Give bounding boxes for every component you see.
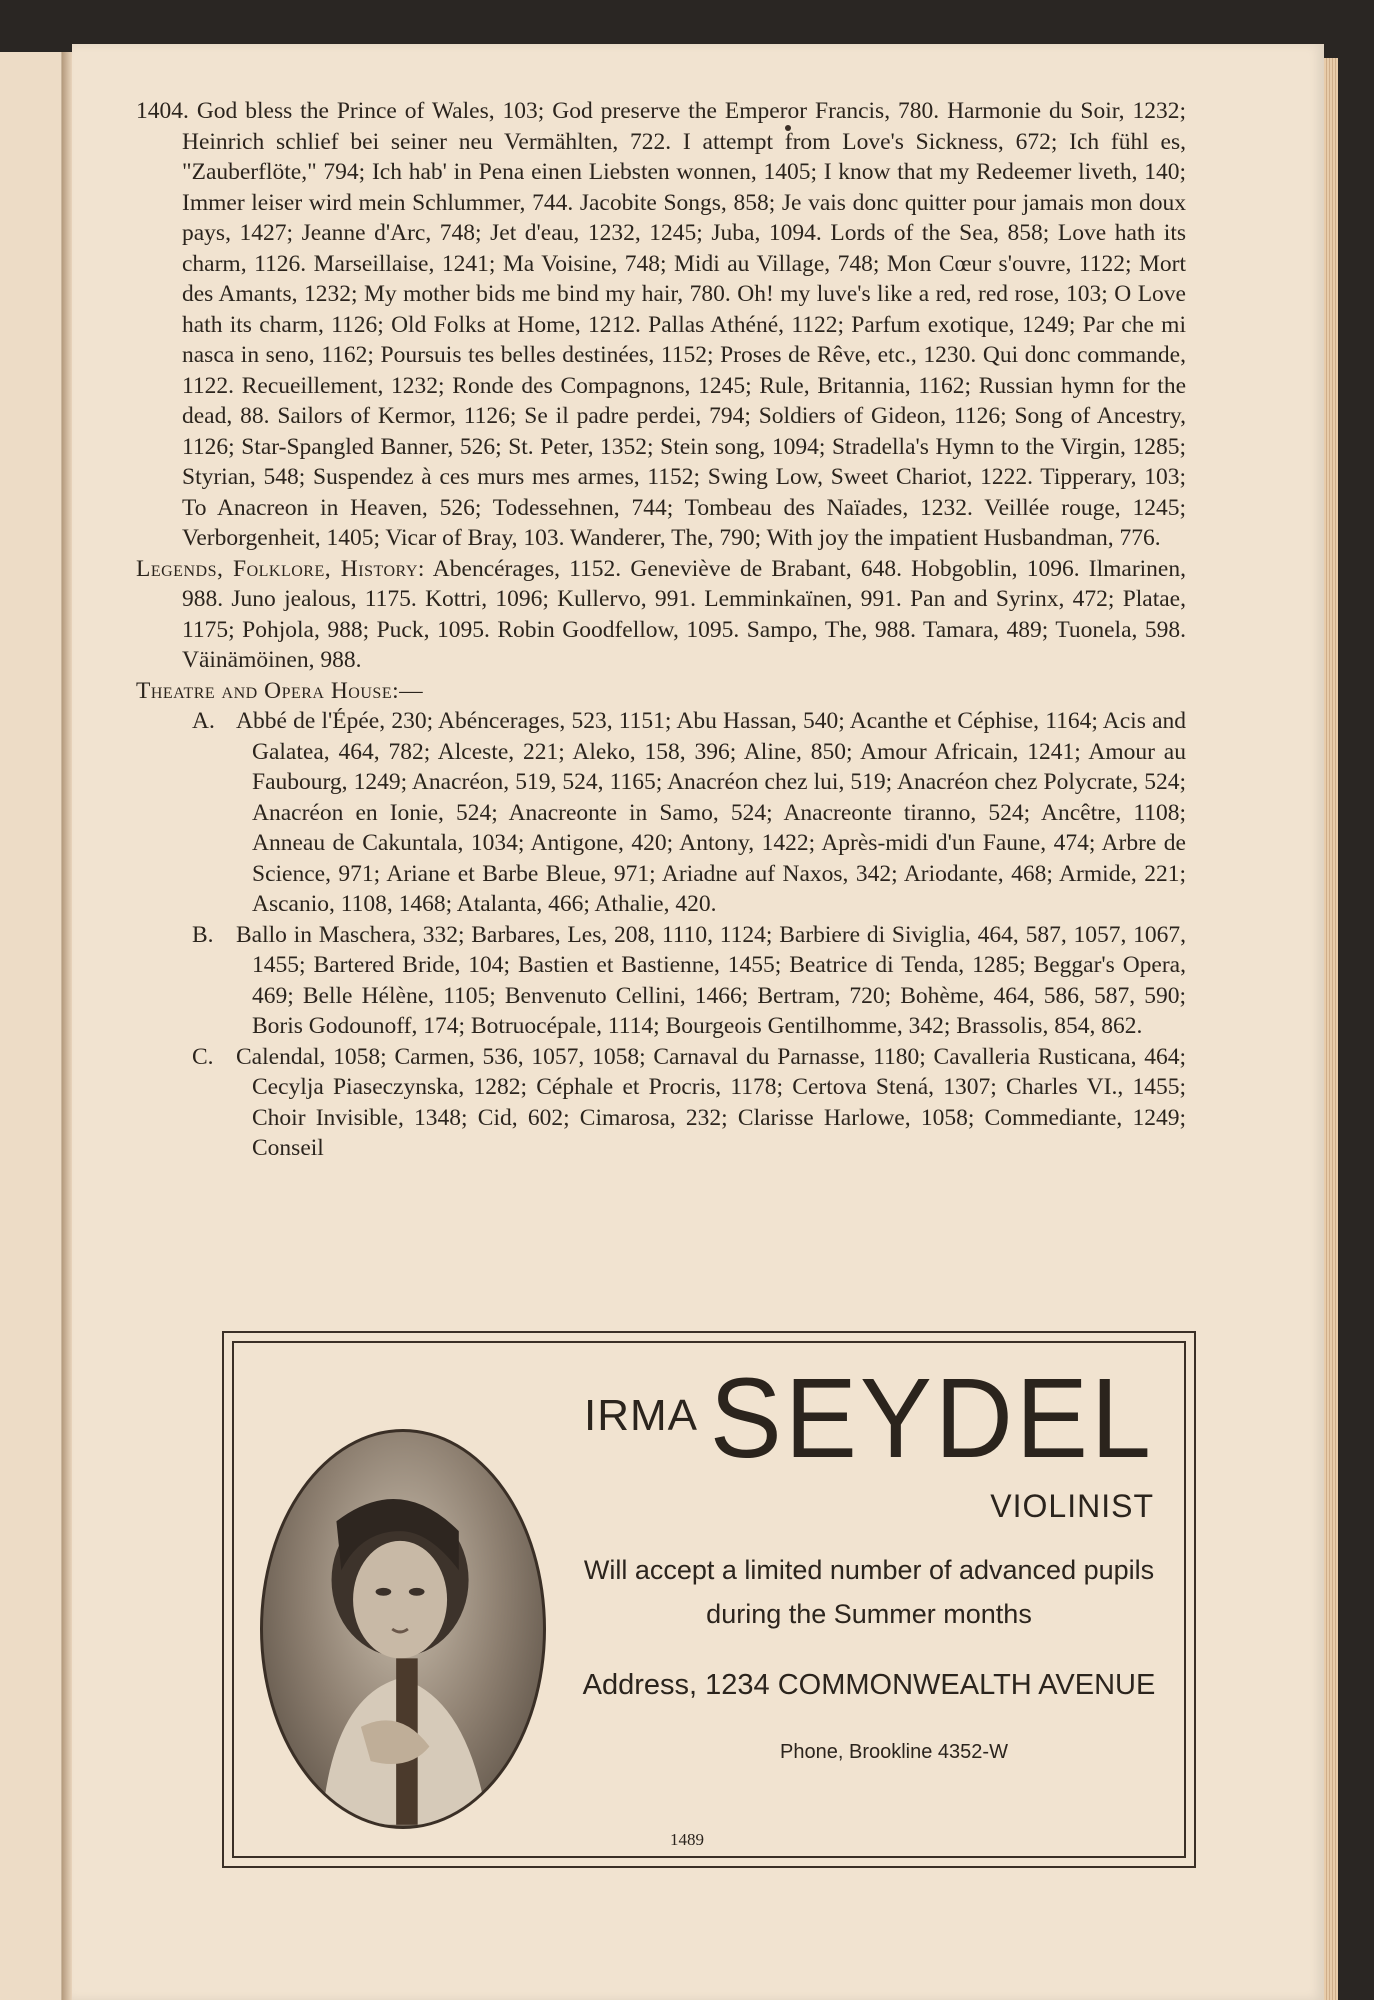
advertisement-inner-frame [232,1341,1186,1858]
ad-first-name: IRMA [584,1391,698,1440]
ad-line-2: during the Summer months [706,1599,1032,1629]
song-index-paragraph: 1404. God bless the Prince of Wales, 103; God preserve the Emperor Francis, 780. Harmonie du Soir, 1232; Heinrich schlief bei seiner neu Vermählten, 722. I attempt from Love's Sickness, 672; Ich fühl es, "Zauberflöte," 794; Ich hab' in Pena einen Liebsten wonnen, 1405; I know that my Redeemer liveth, 140; Immer leiser wird mein Schlummer, 744. Jacobite Songs, 858; Je vais donc quitter pour jamais mon doux pays, 1427; Jeanne d'Arc, 748; Jet d'eau, 1232, 1245; Juba, 1094. Lords of the Sea, 858; Love hath its charm, 1126. Marseillaise, 1241; Ma Voisine, 748; Midi au Village, 748; Mon Cœur s'ouvre, 1122; Mort des Amants, 1232; My mother bids me bind my hair, 780. Oh! my luve's like a red, red rose, 103; O Love hath its charm, 1126; Old Folks at Home, 1212. Pallas Athéné, 1122; Parfum exotique, 1249; Par che mi nasca in seno, 1162; Poursuis tes belles destinées, 1152; Proses de Rêve, etc., 1230. Qui donc commande, 1122. Recueillement, 1232; Ronde des Compagnons, 1245; Rule, Britannia, 1162; Russian hymn for the dead, 88. Sailors of Kermor, 1126; Se il padre perdei, 794; Soldiers of Gideon, 1126; Song of Ancestry, 1126; Star-Spangled Banner, 526; St. Peter, 1352; Stein song, 1094; Stradella's Hymn to the Virgin, 1285; Styrian, 548; Suspendez à ces murs mes armes, 1152; Swing Low, Sweet Chariot, 1222. Tipperary, 103; To Anacreon in Heaven, 526; Todessehnen, 744; Tombeau des Naïades, 1232. Veillée rouge, 1245; Verborgenheit, 1405; Vicar of Bray, 103. Wanderer, The, 790; With joy the impatient Husbandman, 776. [136,98,1186,551]
portrait-illustration [263,1432,543,1826]
legends-paragraph [136,554,1186,676]
entry-letter-b: B. [192,921,214,948]
ad-line-1: Will accept a limited number of advanced pupils [583,1555,1155,1585]
theatre-entry-b [136,920,1186,1042]
theatre-entry-c [136,1042,1186,1164]
entry-text-c: Calendal, 1058; Carmen, 536, 1057, 1058; Carnaval du Parnasse, 1180; Cavalleria Rusticana, 464; Cecylja Piaseczynska, 1282; Céphale et Procris, 1178; Certova Stená, 1307; Charles VI., 1455; Choir Invisible, 1348; Cid, 602; Cimarosa, 232; Clarisse Harlowe, 1058; Commediante, 1249; Conseil [236,1043,1186,1161]
entry-letter-a: A. [192,708,215,734]
entry-text-b: Ballo in Maschera, 332; Barbares, Les, 208, 1110, 1124; Barbiere di Siviglia, 464, 587, 1057, 1067, 1455; Bartered Bride, 104; Bastien et Bastienne, 1455; Beatrice di Tenda, 1285; Beggar's Opera, 469; Belle Hélène, 1105; Benvenuto Cellini, 1466; Bertram, 720; Bohème, 464, 586, 587, 590; Boris Godounoff, 174; Botruocépale, 1114; Bourgeois Gentilhomme, 342; Brassolis, 854, 862. [236,921,1186,1039]
entry-text-a: Abbé de l'Épée, 230; Abéncerages, 523, 1151; Abu Hassan, 540; Acanthe et Céphise, 1164; Acis and Galatea, 464, 782; Alceste, 221; Aleko, 158, 396; Aline, 850; Amour Africain, 1241; Amour au Faubourg, 1249; Anacréon, 519, 524, 1165; Anacréon chez lui, 519; Anacréon chez Polycrate, 524; Anacréon en Ionie, 524; Anacreonte in Samo, 524; Anacreonte tiranno, 524; Ancêtre, 1108; Anneau de Cakuntala, 1034; Antigone, 420; Antony, 1422; Après-midi d'un Faune, 474; Arbre de Science, 971; Ariane et Barbe Bleue, 971; Ariadne auf Naxos, 342; Ariodante, 468; Armide, 221; Ascanio, 1108, 1468; Atalanta, 466; Athalie, 420. [236,708,1186,917]
advertisement-box [222,1331,1196,1868]
theatre-entry-a [136,706,1186,920]
entry-letter-c: C. [192,1043,214,1070]
ad-last-name: SEYDEL [709,1353,1154,1481]
legends-entries: Abencérages, 1152. Geneviève de Brabant, 648. Hobgoblin, 1096. Ilmarinen, 988. Juno jealous, 1175. Kottri, 1096; Kullervo, 991. Lemminkaïnen, 991. Pan and Syrinx, 472; Platae, 1175; Pohjola, 988; Puck, 1095. Robin Goodfellow, 1095. Sampo, The, 988. Tamara, 489; Tuonela, 598. Väinämöinen, 988. [182,555,1186,673]
legends-heading: Legends, Folklore, History: [136,555,425,582]
ad-address: Address, 1234 COMMONWEALTH AVENUE [582,1669,1156,1701]
index-text [136,96,1186,1164]
book-gutter [62,52,72,2000]
page-number: 1489 [670,1830,704,1849]
portrait-photo [260,1429,546,1829]
left-page-edge [0,52,62,2000]
ad-title: VIOLINIST [990,1488,1154,1524]
ad-phone: Phone, Brookline 4352-W [780,1741,1008,1763]
theatre-heading: Theatre and Opera House:— [136,677,424,704]
page-stack-edge [1324,58,1338,2000]
